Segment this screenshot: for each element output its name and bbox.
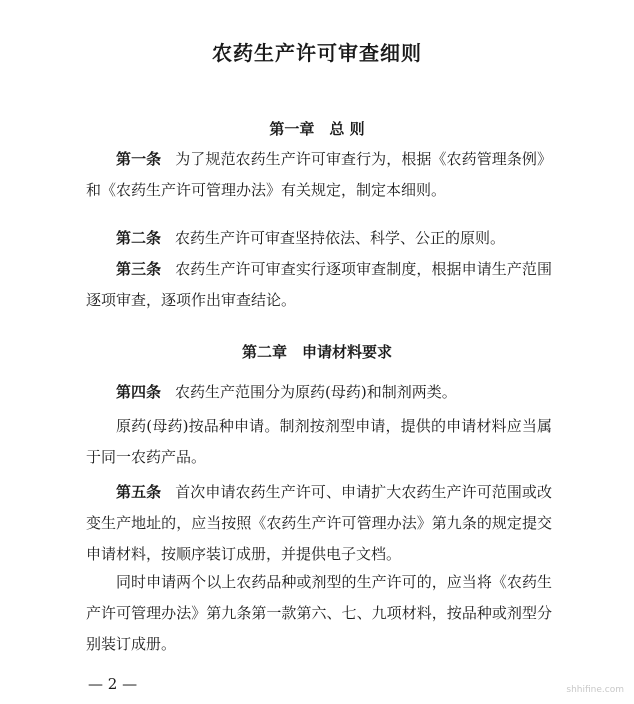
page-number: — 2 —	[88, 675, 138, 693]
article-5	[86, 477, 552, 570]
article-3-label: 第三条	[116, 260, 162, 278]
chapter-1-heading: 第一章 总 则	[269, 120, 365, 138]
article-5-label: 第五条	[116, 483, 162, 501]
article-1-label: 第一条	[116, 150, 162, 168]
article-1	[86, 144, 552, 206]
article-2	[86, 223, 552, 254]
article-2-text: 农药生产许可审查坚持依法、科学、公正的原则。	[175, 229, 506, 247]
site-watermark: shhifine.com	[566, 685, 624, 695]
article-3	[86, 254, 552, 316]
article-4-paragraph-2: 原药(母药)按品种申请。制剂按剂型申请，提供的申请材料应当属于同一农药产品。	[86, 417, 552, 466]
article-5-text: 首次申请农药生产许可、申请扩大农药生产许可范围或改变生产地址的，应当按照《农药生产许可管理办法》第九条的规定提交申请材料，按顺序装订成册，并提供电子文档。	[86, 483, 552, 563]
article-5-paragraph-2: 同时申请两个以上农药品种或剂型的生产许可的，应当将《农药生产许可管理办法》第九条第一款第六、七、九项材料，按品种或剂型分别装订成册。	[86, 573, 552, 653]
article-4-text: 农药生产范围分为原药(母药)和制剂两类。	[175, 383, 457, 401]
article-1-text: 为了规范农药生产许可审查行为，根据《农药管理条例》和《农药生产许可管理办法》有关规定，制定本细则。	[86, 150, 552, 199]
document-title: 农药生产许可审查细则	[212, 41, 422, 65]
chapter-2-heading: 第二章 申请材料要求	[241, 343, 392, 361]
article-3-text: 农药生产许可审查实行逐项审查制度，根据申请生产范围逐项审查，逐项作出审查结论。	[86, 260, 552, 309]
article-2-label: 第二条	[116, 229, 162, 247]
article-4	[86, 377, 552, 408]
article-4-label: 第四条	[116, 383, 162, 401]
